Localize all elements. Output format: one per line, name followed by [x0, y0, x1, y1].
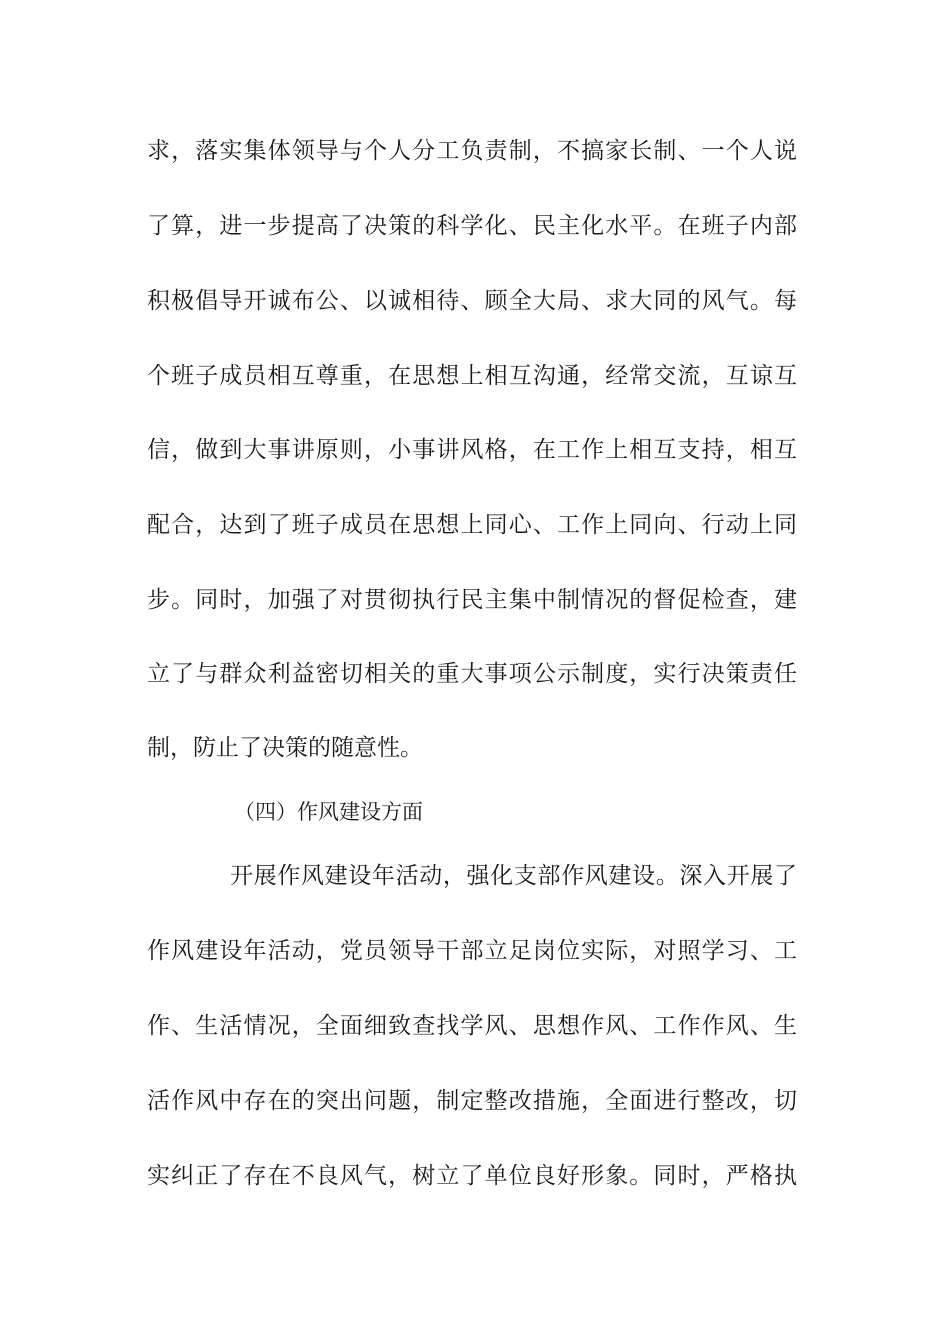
- paragraph-1-line-8: 立了与群众利益密切相关的重大事项公示制度，实行决策责任: [147, 661, 797, 687]
- paragraph-1-line-1: 求，落实集体领导与个人分工负责制，不搞家长制、一个人说: [147, 138, 797, 164]
- paragraph-2-line-3: 作、生活情况，全面细致查找学风、思想作风、工作作风、生: [147, 1013, 797, 1039]
- paragraph-2-line-5: 实纠正了存在不良风气，树立了单位良好形象。同时，严格执: [147, 1163, 797, 1189]
- paragraph-2-line-2: 作风建设年活动，党员领导干部立足岗位实际，对照学习、工: [147, 938, 797, 964]
- paragraph-1-line-5: 信，做到大事讲原则，小事讲风格，在工作上相互支持，相互: [147, 437, 797, 463]
- paragraph-1-line-9: 制，防止了决策的随意性。: [147, 735, 423, 761]
- paragraph-1-line-2: 了算，进一步提高了决策的科学化、民主化水平。在班子内部: [147, 213, 797, 239]
- paragraph-1-line-3: 积极倡导开诚布公、以诚相待、顾全大局、求大同的风气。每: [147, 288, 797, 314]
- paragraph-1-line-4: 个班子成员相互尊重，在思想上相互沟通，经常交流，互谅互: [147, 363, 797, 389]
- paragraph-2-line-4: 活作风中存在的突出问题，制定整改措施，全面进行整改，切: [147, 1088, 797, 1114]
- section-heading: （四）作风建设方面: [234, 800, 423, 824]
- paragraph-1-line-6: 配合，达到了班子成员在思想上同心、工作上同向、行动上同: [147, 512, 797, 538]
- paragraph-2-line-1: 开展作风建设年活动，强化支部作风建设。深入开展了: [230, 863, 797, 889]
- paragraph-1-line-7: 步。同时，加强了对贯彻执行民主集中制情况的督促检查，建: [147, 587, 797, 613]
